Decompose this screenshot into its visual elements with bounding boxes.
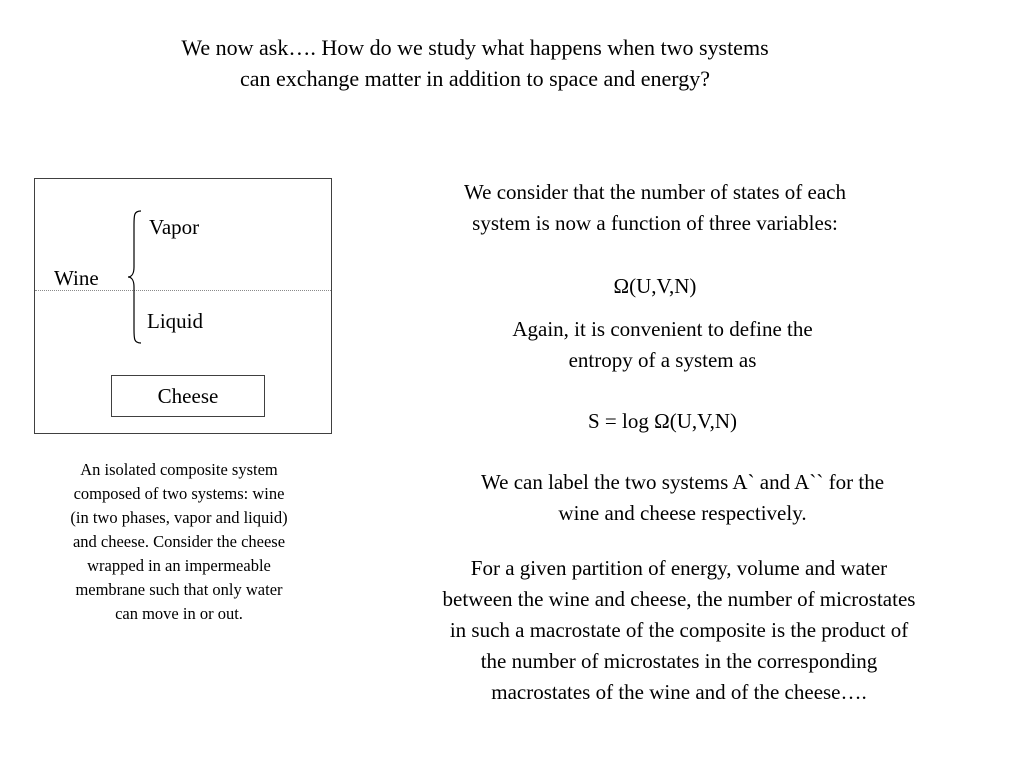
slide-title: We now ask…. How do we study what happens when two systems can exchange matter in addition to space and energy? (181, 35, 769, 91)
cheese-label: Cheese (157, 383, 219, 408)
paragraph-microstates-product: For a given partition of energy, volume and water between the wine and cheese, the number of microstates in such a macrostate of the composite is the product of the number of microstates in the corresponding macrostates of the wine and of the cheese…. (442, 556, 916, 704)
cheese-box (111, 375, 265, 417)
paragraph-entropy-definition: Again, it is convenient to define the entropy of a system as (512, 317, 813, 372)
entropy-formula: S = log Ω(U,V,N) (588, 409, 737, 433)
vapor-label: Vapor (149, 215, 200, 239)
diagram-caption: An isolated composite system composed of two systems: wine (in two phases, vapor and liquid) and cheese. Consider the cheese wrapped in an impermeable membrane such that only water can move in or out. (70, 460, 288, 623)
liquid-label: Liquid (147, 309, 203, 333)
left-brace-icon (127, 209, 147, 345)
paragraph-states-function: We consider that the number of states of each system is now a function of three variables: (464, 180, 846, 235)
paragraph-system-labels: We can label the two systems A` and A`` for the wine and cheese respectively. (480, 470, 885, 525)
omega-formula: Ω(U,V,N) (613, 274, 697, 298)
composite-system-diagram (34, 178, 332, 434)
wine-label: Wine (54, 266, 99, 290)
